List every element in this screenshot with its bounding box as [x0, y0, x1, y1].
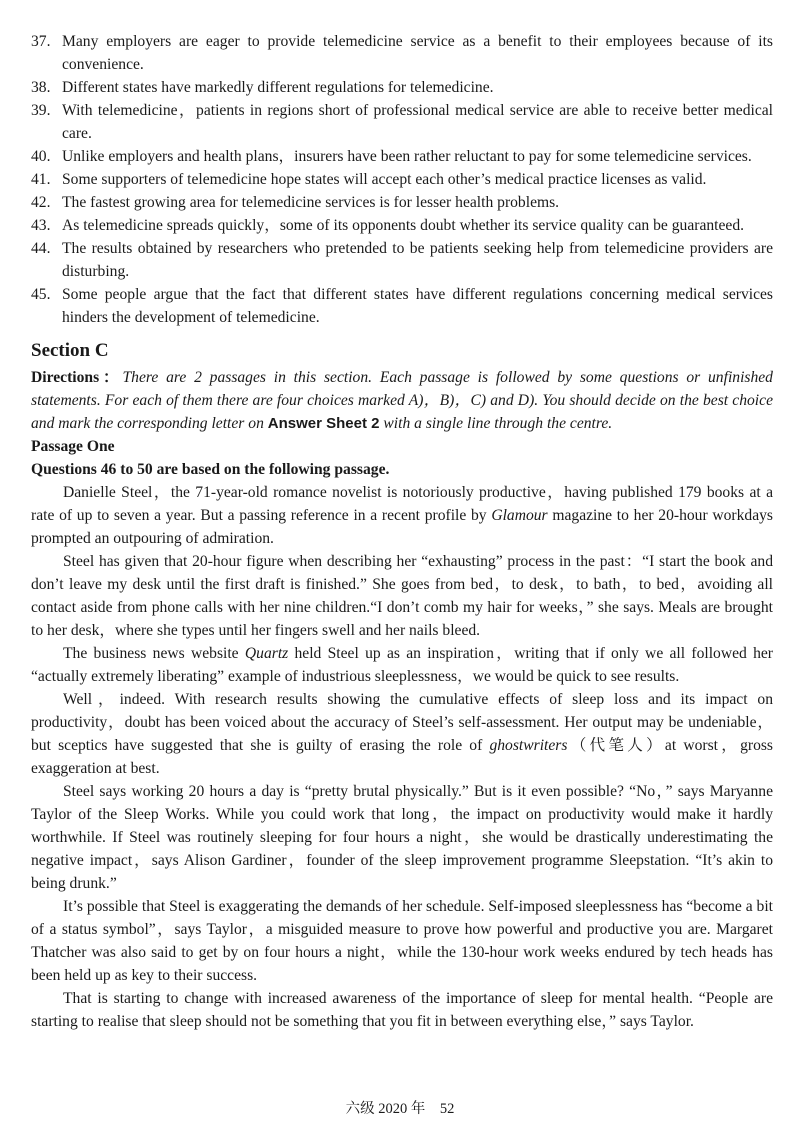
section-title: Section C [31, 340, 109, 361]
directions-text: There are 2 passages in this section. Each passage is followed by some questions or unfinished statements. For each of them there are four choices marked A)，B)，C) and D). You should decide on the best choice and mark the corresponding letter on [31, 369, 773, 432]
item-text: Some supporters of telemedicine hope states will accept each other’s medical practice licenses as valid. [62, 171, 707, 188]
paragraph: Steel says working 20 hours a day is “pretty brutal physically.” But is it even possible? “No，” says Maryanne Taylor of the Sleep Works. While you could work that long，the impact on productivity would make it hardly worthwhile. If Steel was routinely sleeping for four hours a night，she would be drastically underestimating the negative impact，says Alison Gardiner，founder of the sleep improvement programme Sleepstation. “It’s akin to being drunk.” [31, 783, 773, 892]
paragraph-text: held Steel up as an inspiration，writing that if only we all followed her “actually extremely liberating” example of industrious sleeplessness，we would be quick to see results. [31, 645, 773, 685]
paragraph-text: The business news website [63, 645, 245, 662]
list-item [31, 145, 773, 168]
item-number: 42. [31, 194, 51, 211]
item-text: With telemedicine，patients in regions short of professional medical service are able to receive better medical care. [62, 102, 773, 142]
item-text: The results obtained by researchers who pretended to be patients seeking help from telemedicine providers are disturbing. [62, 240, 773, 280]
list-item [31, 168, 773, 191]
directions-text-end: with a single line through the centre. [379, 415, 613, 432]
paragraph-text: （代笔人）at worst，gross exaggeration at best. [31, 737, 773, 777]
italic-term: ghostwriters [489, 737, 568, 754]
magazine-name: Glamour [491, 507, 548, 524]
list-item [31, 283, 773, 329]
directions-label: Directions： [31, 369, 123, 386]
paragraph: It’s possible that Steel is exaggerating the demands of her schedule. Self-imposed sleeplessness has “become a bit of a status symbol”，says Taylor，a misguided measure to prove how powerful and productive you are. Margaret Thatcher was also said to get by on four hours a night，while the 130-hour work weeks endured by tech heads has been held up as key to their success. [31, 898, 773, 984]
paragraph [31, 481, 773, 550]
item-text: Many employers are eager to provide telemedicine service as a benefit to their employees because of its convenience. [62, 33, 773, 73]
paragraph: Steel has given that 20-hour figure when describing her “exhausting” process in the past：“I start the book and don’t leave my desk until the first draft is finished.” She goes from bed，to desk，to bath，to bed，avoiding all contact aside from phone calls with her nine children.“I don’t comb my hair for weeks，” she says. Meals are brought to her desk，where she types until her fingers swell and her nails bleed. [31, 553, 773, 639]
item-number: 39. [31, 102, 51, 119]
paragraph-text: magazine to her 20-hour workdays prompted an outpouring of admiration. [31, 507, 773, 547]
item-number: 37. [31, 33, 51, 50]
list-item [31, 99, 773, 145]
item-text: Different states have markedly different regulations for telemedicine. [62, 79, 494, 96]
website-name: Quartz [244, 645, 289, 662]
list-item [31, 76, 773, 99]
directions [31, 366, 773, 435]
paragraph-text: Well，indeed. With research results showing the cumulative effects of sleep loss and its impact on productivity，doubt has been voiced about the accuracy of Steel’s self-assessment. Her output may be undeniable，but sceptics have suggested that she is guilty of erasing the role of [31, 691, 773, 754]
item-text: The fastest growing area for telemedicine services is for lesser health problems. [62, 194, 560, 211]
page-footer: 六级 2020 年 52 [345, 1101, 455, 1117]
page-content [31, 30, 773, 1033]
item-number: 44. [31, 240, 51, 257]
item-text: Some people argue that the fact that different states have different regulations concerning medical services hinders the development of telemedicine. [62, 286, 773, 326]
list-item [31, 237, 773, 283]
item-number: 41. [31, 171, 51, 188]
list-item [31, 30, 773, 76]
list-item [31, 214, 773, 237]
paragraph: That is starting to change with increased awareness of the importance of sleep for mental health. “People are starting to realise that sleep should not be something that you fit in between everything else，” says Taylor. [31, 990, 773, 1030]
item-text: As telemedicine spreads quickly，some of its opponents doubt whether its service quality can be guaranteed. [62, 217, 745, 234]
item-number: 43. [31, 217, 51, 234]
paragraph-text: Danielle Steel，the 71-year-old romance novelist is notoriously productive，having published 179 books at a rate of up to seven a year. But a passing reference in a recent profile by [31, 484, 773, 524]
passage-label: Passage One [31, 438, 115, 455]
paragraph [31, 688, 773, 780]
item-text: Unlike employers and health plans，insurers have been rather reluctant to pay for some telemedicine services. [62, 148, 752, 165]
list-item [31, 191, 773, 214]
item-number: 40. [31, 148, 51, 165]
answer-sheet-label: Answer Sheet 2 [267, 415, 380, 432]
item-number: 45. [31, 286, 51, 303]
item-number: 38. [31, 79, 51, 96]
questions-line: Questions 46 to 50 are based on the following passage. [31, 461, 390, 478]
paragraph [31, 642, 773, 688]
